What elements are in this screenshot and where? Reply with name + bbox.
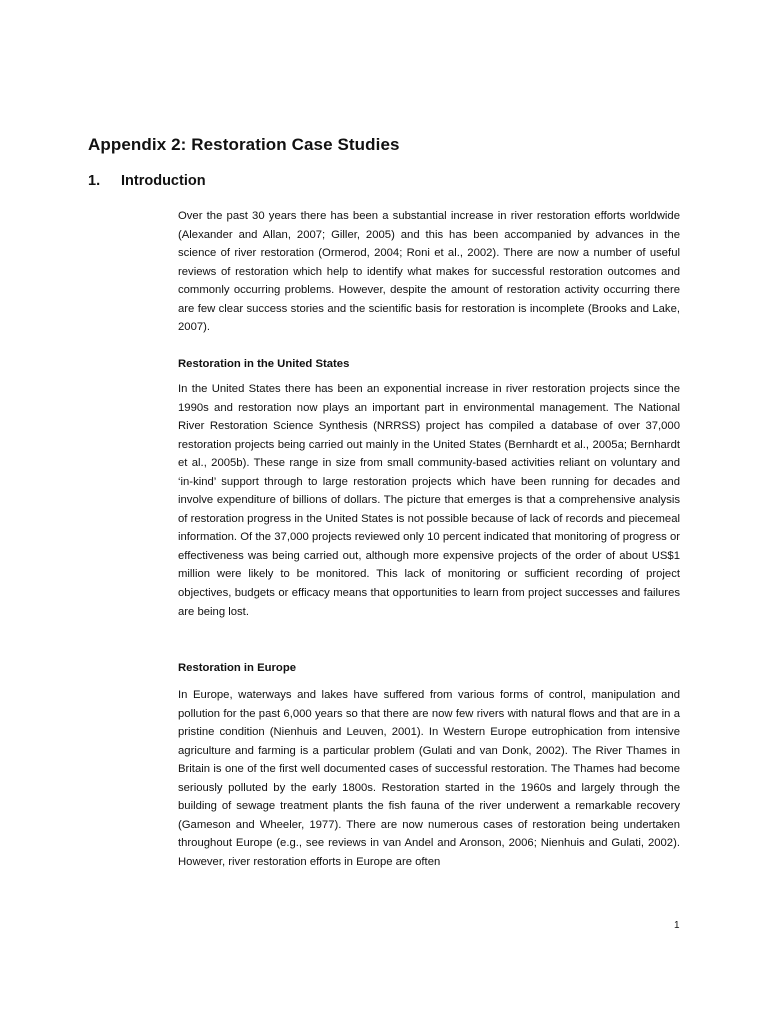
- section-title: Introduction: [121, 173, 206, 189]
- europe-restoration-paragraph: In Europe, waterways and lakes have suffered from various forms of control, manipulation and pollution for the past 6,000 years so that there are now few rivers with natural flows and that are in a pristine condition (Nienhuis and Leuven, 2001). In Western Europe eutrophication from intensive agriculture and farming is a particular problem (Gulati and van Donk, 2002). The River Thames in Britain is one of the first well documented cases of successful restoration. The Thames had become seriously polluted by the early 1800s. Restoration started in the 1960s and largely through the building of sewage treatment plants the fish fauna of the river underwent a remarkable recovery (Gameson and Wheeler, 1977). There are now numerous cases of restoration being undertaken throughout Europe (e.g., see reviews in van Andel and Aronson, 2006; Nienhuis and Gulati, 2002). However, river restoration efforts in Europe are often: [178, 689, 680, 868]
- appendix-title: Appendix 2: Restoration Case Studies: [88, 135, 400, 154]
- europe-restoration-heading: Restoration in Europe: [178, 662, 296, 674]
- us-restoration-heading: Restoration in the United States: [178, 358, 350, 370]
- section-heading: [88, 173, 206, 189]
- page-number: 1: [674, 920, 680, 931]
- us-restoration-paragraph: In the United States there has been an exponential increase in river restoration projects since the 1990s and restoration now plays an important part in environmental management. The National River Restoration Science Synthesis (NRRSS) project has compiled a database of over 37,000 restoration projects being carried out mainly in the United States (Bernhardt et al., 2005a; Bernhardt et al., 2005b). These range in size from small community-based activities reliant on voluntary and ‘in-kind’ support through to large restoration projects which have been running for decades and involve expenditure of billions of dollars. The picture that emerges is that a comprehensive analysis of restoration progress in the United States is not possible because of lack of records and piecemeal information. Of the 37,000 projects reviewed only 10 percent indicated that monitoring of progress or effectiveness was being carried out, although more expensive projects of the order of about US$1 million were likely to be monitored. This lack of monitoring or sufficient recording of project objectives, budgets or efficacy means that opportunities to learn from project successes and failures are being lost.: [178, 383, 680, 618]
- section-number: 1.: [88, 173, 101, 189]
- intro-paragraph: Over the past 30 years there has been a substantial increase in river restoration efforts worldwide (Alexander and Allan, 2007; Giller, 2005) and this has been accompanied by advances in the science of river restoration (Ormerod, 2004; Roni et al., 2002). There are now a number of useful reviews of restoration which help to identify what makes for successful restoration outcomes and commonly occurring problems. However, despite the amount of restoration activity occurring there are few clear success stories and the scientific basis for restoration is incomplete (Brooks and Lake, 2007).: [178, 210, 680, 334]
